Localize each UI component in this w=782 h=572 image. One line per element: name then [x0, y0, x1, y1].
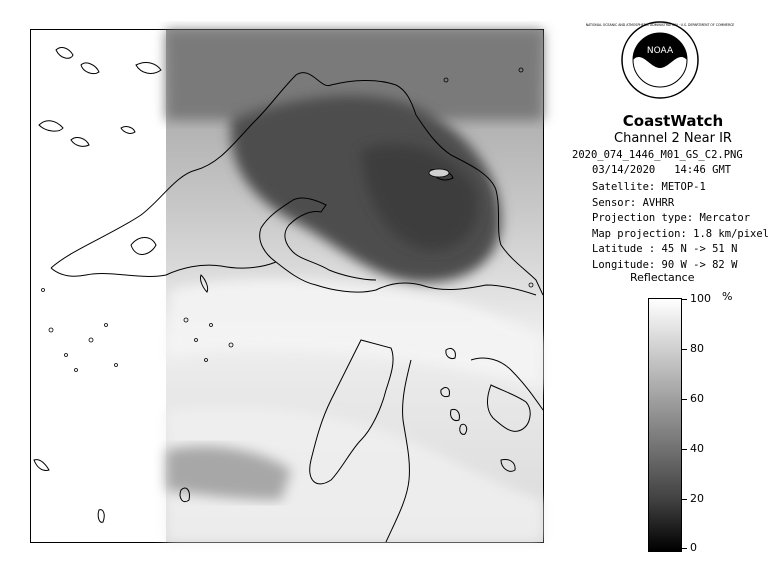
- logo-text: NOAA: [646, 46, 674, 56]
- legend-tick: [681, 299, 687, 300]
- inland-lake: [429, 169, 449, 177]
- legend-tick-label: 40: [690, 442, 704, 455]
- image-filename: 2020_074_1446_M01_GS_C2.PNG: [572, 149, 743, 161]
- product-title: CoastWatch: [622, 112, 724, 130]
- satellite-image: [30, 29, 544, 543]
- metadata-sensor: Sensor: AVHRR: [592, 196, 675, 209]
- legend-tick: [681, 399, 687, 400]
- legend-tick-label: 80: [690, 342, 704, 355]
- noaa-logo: [585, 20, 735, 100]
- legend-tick-label: 20: [690, 492, 704, 505]
- metadata-latitude: Latitude : 45 N -> 51 N: [592, 243, 738, 255]
- legend-tick-label: 100: [690, 292, 711, 305]
- channel-subtitle: Channel 2 Near IR: [614, 131, 732, 146]
- metadata-longitude: Longitude: 90 W -> 82 W: [592, 258, 738, 271]
- legend-title: Reflectance: [630, 271, 695, 284]
- legend-tick: [681, 499, 687, 500]
- legend-unit: %: [722, 290, 733, 303]
- image-datetime: [592, 163, 731, 179]
- reflectance-colorbar: [648, 298, 682, 552]
- legend-tick-label: 0: [690, 541, 697, 554]
- metadata-list: [592, 180, 769, 273]
- logo-ring-text: NATIONAL OCEANIC AND ATMOSPHERIC ADMINISTRATION · U.S. DEPARTMENT OF COMMERCE: [585, 23, 735, 27]
- metadata-map-projection: Map projection: 1.8 km/pixel: [592, 227, 770, 240]
- image-date: 03/14/2020: [592, 164, 656, 176]
- legend-tick-label: 60: [690, 392, 704, 405]
- image-time: 14:46 GMT: [674, 164, 732, 176]
- legend-tick: [681, 548, 687, 549]
- legend-tick: [681, 349, 687, 350]
- metadata-projection-type: Projection type: Mercator: [592, 212, 751, 224]
- map-canvas: [31, 30, 543, 542]
- legend-tick: [681, 449, 687, 450]
- info-panel: [560, 112, 782, 271]
- metadata-satellite: Satellite: METOP-1: [592, 181, 706, 193]
